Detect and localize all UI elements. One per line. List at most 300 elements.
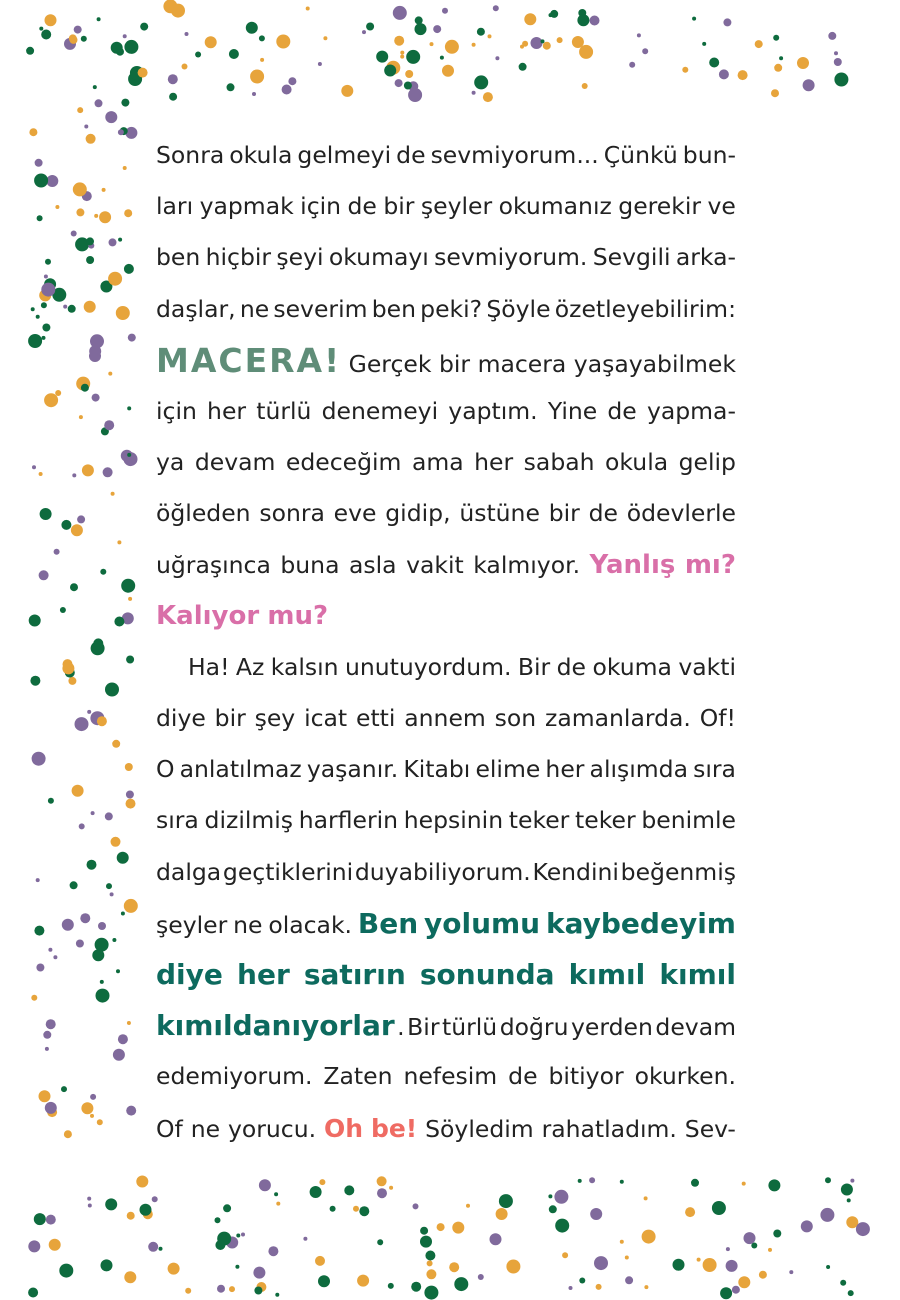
- polka-dot: [759, 1271, 767, 1279]
- polka-dot: [123, 34, 127, 38]
- polka-dot: [644, 1285, 648, 1289]
- polka-dot: [100, 980, 104, 984]
- word: ve: [707, 192, 736, 221]
- polka-dot: [121, 579, 135, 593]
- text-line: [156, 949, 736, 1000]
- polka-dot: [395, 79, 403, 87]
- text-line: [156, 130, 736, 181]
- polka-dot: [393, 6, 407, 20]
- polka-dot: [77, 107, 83, 113]
- polka-dot: [41, 283, 55, 297]
- polka-dot: [87, 710, 91, 714]
- polka-dot: [95, 99, 103, 107]
- word: yerden: [571, 1013, 653, 1042]
- polka-dot: [362, 30, 366, 34]
- polka-dot: [306, 7, 310, 11]
- polka-dot: [377, 1188, 387, 1198]
- word: Of!: [699, 704, 736, 733]
- polka-dot: [55, 390, 61, 396]
- polka-dot: [217, 1232, 231, 1246]
- polka-dot: [113, 1049, 125, 1061]
- polka-dot: [474, 75, 488, 89]
- polka-dot: [99, 211, 111, 223]
- polka-dot: [620, 1180, 624, 1184]
- polka-dot: [127, 453, 131, 457]
- polka-dot: [35, 159, 43, 167]
- highlight-word: mı?: [684, 549, 736, 580]
- word: her: [207, 396, 247, 425]
- polka-dot: [82, 464, 94, 476]
- text-line: [156, 591, 736, 642]
- word: yorucu.: [227, 1114, 317, 1143]
- polka-dot: [472, 43, 476, 47]
- polka-dot: [259, 1179, 271, 1191]
- polka-dot: [801, 1220, 813, 1232]
- polka-dot: [98, 922, 106, 930]
- polka-dot: [582, 83, 588, 89]
- polka-dot: [28, 1288, 38, 1298]
- word: yapma-: [646, 396, 736, 425]
- polka-dot: [72, 785, 84, 797]
- polka-dot: [41, 302, 47, 308]
- polka-dot: [709, 58, 719, 68]
- polka-dot: [75, 717, 89, 731]
- word: bir: [548, 499, 580, 528]
- polka-dot: [755, 40, 763, 48]
- polka-dot: [691, 1179, 699, 1187]
- word: Yine: [547, 396, 598, 425]
- word: de: [508, 1062, 538, 1091]
- polka-dot: [319, 1179, 325, 1185]
- highlight-word: Ben: [357, 906, 419, 940]
- polka-dot: [42, 336, 46, 340]
- polka-dot: [96, 989, 110, 1003]
- polka-dot: [91, 811, 95, 815]
- polka-dot: [49, 1239, 61, 1251]
- polka-dot: [45, 1047, 49, 1051]
- highlight-word: sonunda: [419, 958, 555, 991]
- polka-dot: [620, 1240, 624, 1244]
- polka-dot: [124, 1271, 136, 1283]
- polka-dot: [236, 1234, 240, 1238]
- polka-dot: [394, 36, 404, 46]
- polka-dot: [84, 301, 96, 313]
- polka-dot: [86, 134, 96, 144]
- polka-dot: [121, 99, 129, 107]
- polka-dot: [101, 1259, 113, 1271]
- polka-dot: [384, 65, 396, 77]
- polka-dot: [34, 926, 44, 936]
- word: Söyledim: [425, 1114, 534, 1143]
- polka-dot: [39, 570, 49, 580]
- polka-dot: [68, 677, 76, 685]
- word: ben: [371, 294, 416, 323]
- text-line: [156, 847, 736, 898]
- polka-dot: [803, 79, 815, 91]
- polka-dot: [48, 948, 52, 952]
- polka-dot: [834, 51, 838, 55]
- word: Gerçek: [348, 349, 432, 378]
- word: teker: [575, 806, 636, 835]
- polka-dot: [235, 1265, 239, 1269]
- polka-dot: [555, 1219, 569, 1233]
- word: Şöyle: [486, 294, 551, 323]
- word: ama: [411, 448, 464, 477]
- polka-dot: [84, 125, 88, 129]
- polka-dot: [260, 58, 264, 62]
- word: okula: [605, 448, 669, 477]
- polka-dot: [105, 683, 119, 697]
- word: ne: [190, 1114, 221, 1143]
- polka-dot: [109, 238, 117, 246]
- polka-dot: [61, 1086, 67, 1092]
- word: her: [474, 448, 514, 477]
- polka-dot: [357, 1275, 369, 1287]
- word: ödevlerle: [626, 499, 736, 528]
- polka-dot: [820, 1208, 834, 1222]
- highlight-word: Kalıyor: [156, 600, 260, 631]
- highlight-word: kımıldanıyorlar: [156, 1009, 395, 1043]
- word: Ha!: [188, 652, 230, 681]
- word: de: [347, 192, 377, 221]
- polka-dot: [742, 1182, 746, 1186]
- polka-dot: [437, 1223, 445, 1231]
- polka-dot: [433, 25, 441, 33]
- text-line: [156, 488, 736, 539]
- polka-dot: [30, 676, 40, 686]
- polka-dot: [797, 57, 809, 69]
- word: beğenmiş: [620, 857, 736, 886]
- word: edemiyorum.: [156, 1062, 313, 1091]
- polka-dot: [572, 36, 584, 48]
- polka-dot: [282, 85, 292, 95]
- word: okurken.: [634, 1062, 736, 1091]
- polka-dot: [62, 662, 74, 674]
- polka-dot: [720, 1287, 732, 1299]
- word: nefesim: [403, 1062, 498, 1091]
- polka-dot: [138, 68, 148, 78]
- polka-dot: [39, 27, 43, 31]
- polka-dot: [400, 51, 404, 55]
- word: Bir: [517, 652, 551, 681]
- word: son: [494, 704, 537, 733]
- polka-dot: [773, 1230, 781, 1238]
- polka-dot: [112, 740, 120, 748]
- polka-dot: [94, 214, 98, 218]
- polka-dot: [241, 1233, 245, 1237]
- polka-dot: [127, 1021, 131, 1025]
- polka-dot: [579, 1278, 585, 1284]
- polka-dot: [377, 1239, 383, 1245]
- polka-dot: [427, 1260, 433, 1266]
- polka-dot: [90, 1094, 96, 1100]
- word: üstüne: [459, 499, 540, 528]
- polka-dot: [76, 940, 84, 948]
- word: şey: [254, 704, 296, 733]
- word: için: [300, 192, 342, 221]
- word: için: [156, 396, 197, 425]
- polka-dot: [127, 1212, 135, 1220]
- polka-dot: [520, 45, 524, 49]
- word: Az: [235, 652, 265, 681]
- polka-dot: [104, 420, 114, 430]
- word: rahatladım.: [541, 1114, 677, 1143]
- word: kalsın: [270, 652, 339, 681]
- polka-dot: [32, 465, 36, 469]
- polka-dot: [590, 16, 600, 26]
- polka-dot: [124, 209, 132, 217]
- text-line: [156, 744, 736, 795]
- word: okula: [229, 141, 293, 169]
- word: devam: [194, 448, 276, 477]
- polka-dot: [140, 23, 148, 31]
- polka-dot: [452, 1222, 464, 1234]
- word: O: [156, 755, 175, 784]
- polka-dot: [124, 264, 134, 274]
- polka-dot: [495, 56, 499, 60]
- polka-dot: [41, 30, 51, 40]
- word: uğraşınca: [156, 550, 271, 579]
- polka-dot: [562, 1252, 568, 1258]
- polka-dot: [768, 1179, 780, 1191]
- polka-dot: [548, 1194, 552, 1198]
- polka-dot: [46, 1215, 56, 1225]
- polka-dot: [400, 55, 404, 59]
- highlight-word: Yanlış: [589, 549, 676, 580]
- polka-dot: [111, 492, 115, 496]
- text-line: [156, 693, 736, 744]
- polka-dot: [496, 1208, 508, 1220]
- text-line: [156, 642, 736, 693]
- word: şeyler: [156, 910, 228, 939]
- word: her: [545, 755, 585, 784]
- polka-dot: [182, 64, 188, 70]
- polka-dot: [726, 1260, 738, 1272]
- polka-dot: [288, 77, 296, 85]
- polka-dot: [488, 34, 492, 38]
- polka-dot: [229, 49, 239, 59]
- word: bir: [383, 192, 415, 221]
- polka-dot: [388, 1283, 394, 1289]
- polka-dot: [330, 1206, 336, 1212]
- polka-dot: [577, 14, 589, 26]
- text-line: [156, 1103, 736, 1154]
- highlight-word: be!: [370, 1113, 418, 1143]
- polka-dot: [93, 85, 97, 89]
- word: dizilmiş: [204, 806, 294, 835]
- word: Sev-: [684, 1114, 736, 1143]
- polka-dot: [105, 1198, 117, 1210]
- polka-dot: [45, 14, 57, 26]
- polka-dot: [77, 515, 85, 523]
- highlight-word: yolumu: [423, 906, 541, 940]
- polka-dot: [594, 1256, 608, 1270]
- word: sevmiyorum...: [430, 141, 599, 169]
- polka-dot: [856, 1222, 870, 1236]
- polka-dot: [472, 91, 476, 95]
- word: sıra: [156, 806, 199, 835]
- polka-dot: [31, 307, 35, 311]
- word: buna: [280, 550, 340, 579]
- polka-dot: [642, 48, 648, 54]
- polka-dot: [644, 1196, 648, 1200]
- word: icat: [304, 704, 348, 733]
- polka-dot: [148, 1242, 158, 1252]
- text-line: [156, 540, 736, 591]
- word: Of: [156, 1114, 183, 1143]
- word: denemeyi: [321, 396, 439, 425]
- polka-dot: [578, 1179, 582, 1183]
- polka-dot: [726, 1247, 730, 1251]
- polka-dot: [40, 508, 52, 520]
- word: gelmeyi: [297, 141, 392, 169]
- polka-dot: [828, 32, 836, 40]
- word: öğleden: [156, 499, 251, 528]
- polka-dot: [86, 237, 94, 245]
- word: olacak.: [268, 910, 353, 939]
- text-line: [156, 898, 736, 949]
- polka-dot: [840, 1280, 846, 1286]
- polka-dot: [42, 324, 50, 332]
- polka-dot: [483, 92, 493, 102]
- polka-dot: [541, 39, 545, 43]
- polka-dot: [274, 1192, 278, 1196]
- polka-dot: [589, 1177, 595, 1183]
- polka-dot: [34, 174, 48, 188]
- polka-dot: [549, 1205, 557, 1213]
- polka-dot: [36, 878, 40, 882]
- polka-dot: [442, 65, 454, 77]
- polka-dot: [89, 345, 101, 357]
- polka-dot: [53, 955, 57, 959]
- polka-dot: [29, 615, 41, 627]
- polka-dot: [80, 913, 90, 923]
- polka-dot: [310, 1186, 322, 1198]
- polka-dot: [43, 1031, 51, 1039]
- word: unutuyordum.: [344, 652, 512, 681]
- polka-dot: [685, 1207, 695, 1217]
- polka-dot: [73, 182, 87, 196]
- word: sonra: [259, 499, 325, 528]
- polka-dot: [779, 56, 783, 60]
- polka-dot: [114, 617, 124, 627]
- polka-dot: [118, 238, 122, 242]
- polka-dot: [97, 1119, 103, 1125]
- polka-dot: [834, 73, 848, 87]
- polka-dot: [29, 128, 37, 136]
- word: annem: [404, 704, 486, 733]
- highlight-word: her: [237, 958, 290, 991]
- text-line: [156, 386, 736, 437]
- polka-dot: [126, 1106, 136, 1116]
- text-line: [156, 335, 736, 386]
- polka-dot: [117, 852, 129, 864]
- polka-dot: [442, 8, 448, 14]
- word: Sonra: [156, 141, 225, 169]
- highlight-word: kımıl: [568, 958, 646, 991]
- polka-dot: [789, 1270, 793, 1274]
- polka-dot: [408, 88, 422, 102]
- polka-dot: [68, 305, 76, 313]
- polka-dot: [276, 35, 290, 49]
- polka-dot: [70, 881, 78, 889]
- polka-dot: [116, 969, 120, 973]
- polka-dot: [252, 92, 256, 96]
- word: de: [396, 141, 426, 169]
- polka-dot: [405, 70, 413, 78]
- polka-dot: [136, 1176, 148, 1188]
- word: devam: [655, 1013, 736, 1042]
- polka-dot: [449, 1262, 459, 1272]
- word: sıra: [693, 755, 736, 784]
- word: yaptım.: [448, 396, 538, 425]
- polka-dot: [254, 1287, 262, 1295]
- word: peki?: [420, 294, 483, 323]
- polka-dot: [834, 58, 842, 66]
- polka-dot: [112, 938, 116, 942]
- word: şeyi: [276, 243, 324, 272]
- polka-dot: [246, 22, 258, 34]
- polka-dot: [108, 272, 122, 286]
- polka-dot: [625, 1276, 633, 1284]
- word: okumanız: [498, 192, 612, 221]
- polka-dot: [773, 35, 779, 41]
- word: Çünkü: [603, 141, 678, 169]
- word: Kitabı: [403, 755, 471, 784]
- polka-dot: [768, 1248, 772, 1252]
- word: bitiyor: [548, 1062, 624, 1091]
- polka-dot: [168, 1263, 180, 1275]
- polka-dot: [118, 129, 124, 135]
- word: türlü: [442, 1013, 498, 1042]
- polka-dot: [848, 1290, 854, 1296]
- polka-dot: [673, 1259, 685, 1271]
- polka-dot: [79, 415, 83, 419]
- polka-dot: [205, 36, 217, 48]
- polka-dot: [36, 315, 40, 319]
- polka-dot: [841, 1184, 853, 1196]
- polka-dot: [28, 1240, 40, 1252]
- polka-dot: [732, 1286, 740, 1294]
- polka-dot: [105, 111, 117, 123]
- polka-dot: [625, 1256, 629, 1260]
- polka-dot: [415, 23, 427, 35]
- text-line: [156, 1051, 736, 1102]
- word: Sevgili: [592, 243, 671, 272]
- polka-dot: [341, 85, 353, 97]
- polka-dot: [557, 37, 563, 43]
- word: hepsinin: [403, 806, 504, 835]
- word: hiçbir: [205, 243, 272, 272]
- polka-dot: [31, 995, 37, 1001]
- polka-dot: [79, 823, 85, 829]
- polka-dot: [359, 1206, 369, 1216]
- word: doğru: [499, 1013, 569, 1042]
- polka-dot: [111, 42, 123, 54]
- polka-dot: [692, 17, 696, 21]
- polka-dot: [531, 37, 543, 49]
- polka-dot: [318, 62, 322, 66]
- polka-dot: [100, 569, 106, 575]
- word: ları: [156, 192, 194, 221]
- polka-dot: [642, 1230, 656, 1244]
- word: Kendini: [532, 857, 619, 886]
- word: anlatılmaz: [179, 755, 302, 784]
- polka-dot: [103, 467, 113, 477]
- word: Bir: [407, 1013, 440, 1042]
- polka-dot: [168, 74, 178, 84]
- polka-dot: [454, 1277, 468, 1291]
